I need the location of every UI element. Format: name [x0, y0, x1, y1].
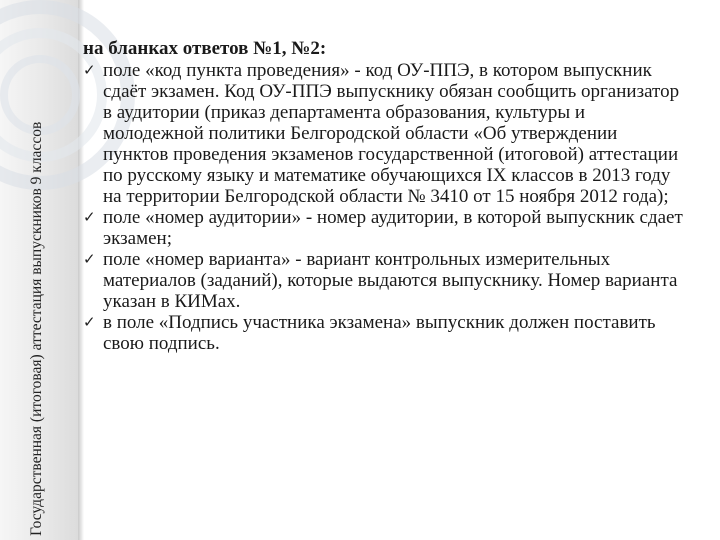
bullet-text: в поле «Подпись участника экзамена» выпускник должен поставить свою подпись. [103, 312, 656, 354]
vertical-title: Государственная (итоговая) аттестация выпускников 9 классов [28, 121, 45, 536]
check-icon: ✓ [83, 208, 96, 226]
bullet-item-signature [83, 312, 683, 354]
bullet-item-code [83, 60, 683, 207]
bullet-text: поле «номер аудитории» - номер аудитории, в которой выпускник сдает экзамен; [103, 207, 683, 249]
main-content [83, 38, 683, 354]
check-icon: ✓ [83, 61, 96, 79]
bullet-list [83, 60, 683, 354]
bullet-item-variant [83, 249, 683, 312]
check-icon: ✓ [83, 313, 96, 331]
check-icon: ✓ [83, 250, 96, 268]
vertical-title-container [22, 1, 52, 536]
bullet-text: поле «код пункта проведения» - код ОУ-ППЭ, в котором выпускник сдаёт экзамен. Код ОУ-ППЭ выпускнику обязан сообщить организатор в аудитории (приказ департамента образования, культуры и молодежной политики Белгородской области «Об утверждении пунктов проведения экзаменов государственной (итоговой) аттестации по русскому языку и математике обучающихся IX классов в 2013 году на территории Белгородской области № 3410 от 15 ноября 2012 года); [103, 60, 680, 207]
bullet-text: поле «номер варианта» - вариант контрольных измерительных материалов (заданий), которые выдаются выпускнику. Номер варианта указан в КИМах. [103, 249, 678, 312]
bullet-item-room [83, 207, 683, 249]
section-heading: на бланках ответов №1, №2: [83, 38, 327, 59]
